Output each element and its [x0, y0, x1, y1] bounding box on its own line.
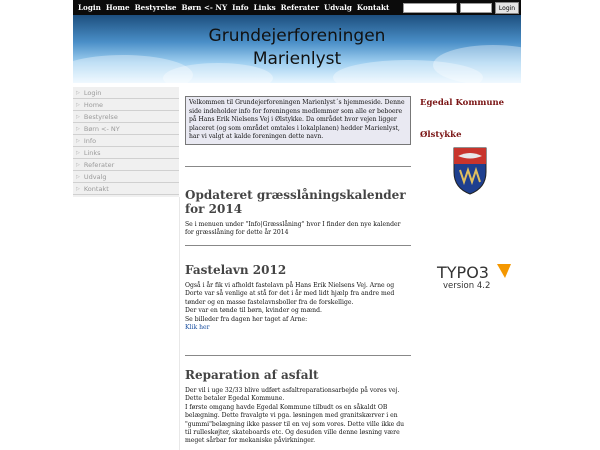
nav-udvalg[interactable]: Udvalg — [323, 3, 352, 12]
article-fastelavn — [185, 263, 411, 331]
arrow-icon: ▷ — [76, 149, 80, 156]
article-body: Se i menuen under "Info|Græsslåning" hvor I finder den nye kalender for græsslåning for dette år 2014 — [185, 221, 401, 237]
sidebar-item-label: Referater — [83, 160, 115, 169]
sidebar-item-label: Login — [83, 88, 102, 97]
arrow-icon: ▷ — [76, 89, 80, 96]
top-nav-bar — [73, 0, 521, 15]
login-form — [403, 2, 519, 14]
site-title — [73, 25, 521, 71]
sidebar-item-login[interactable] — [73, 87, 179, 99]
sidebar-item-kontakt[interactable] — [73, 183, 179, 195]
nav-home[interactable]: Home — [105, 3, 130, 12]
arrow-icon: ▷ — [76, 185, 80, 192]
sidebar-item-born[interactable] — [73, 123, 179, 135]
divider — [185, 245, 411, 246]
nav-info[interactable]: Info — [232, 3, 249, 12]
arrow-icon: ▷ — [76, 161, 80, 168]
typo3-version: version 4.2 — [443, 281, 491, 291]
article-title: Reparation af asfalt — [185, 368, 319, 382]
sidebar-item-udvalg[interactable] — [73, 171, 179, 183]
site-title-line2: Marienlyst — [252, 49, 342, 69]
login-button[interactable]: Login — [495, 2, 519, 14]
typo3-logo-text: TYPO3 — [437, 263, 489, 282]
arrow-icon: ▷ — [76, 137, 80, 144]
article-grass — [185, 188, 411, 238]
sidebar-menu — [73, 87, 179, 197]
sidebar-item-info[interactable] — [73, 135, 179, 147]
sidebar-item-label: Links — [83, 148, 101, 157]
arrow-icon: ▷ — [76, 101, 80, 108]
nav-born[interactable]: Børn <- NY — [181, 3, 228, 12]
arrow-icon: ▷ — [76, 113, 80, 120]
password-input[interactable] — [460, 3, 492, 13]
coat-of-arms-icon — [452, 146, 488, 196]
site-title-line1: Grundejerforeningen — [208, 26, 386, 46]
sidebar-item-referater[interactable] — [73, 159, 179, 171]
sidebar-item-label: Kontakt — [83, 184, 109, 193]
nav-login[interactable]: Login — [78, 3, 101, 12]
sidebar-item-label: Børn <- NY — [83, 124, 120, 133]
nav-kontakt[interactable]: Kontakt — [356, 3, 390, 12]
sidebar-item-home[interactable] — [73, 99, 179, 111]
article-body: I første omgang havde Egedal Kommune tilbudt os en såkaldt OB belægning. Dette fravalgte vi pga. løsningen med granitskærver i en "gummi"belægning ikke passer til en vej som vores. Dette ville ikke du til rulleskøjter, skateboards etc. Og desuden ville denne løsning være meget sårbar for mekaniske påvirkninger. — [185, 403, 405, 445]
main-content — [185, 96, 411, 145]
sidebar-item-label: Udvalg — [83, 172, 107, 181]
arrow-icon: ▷ — [76, 173, 80, 180]
username-input[interactable] — [403, 3, 457, 13]
sidebar-item-label: Home — [83, 100, 104, 109]
divider — [185, 355, 411, 356]
town-title: Ølstykke — [420, 130, 462, 140]
article-body: Se billeder fra dagen her taget af Arne: — [185, 315, 308, 323]
sidebar-background — [73, 197, 180, 450]
sidebar-item-label: Info — [83, 136, 97, 145]
sidebar-item-label: Bestyrelse — [83, 112, 118, 121]
article-body: Også i år fik vi afholdt fastelavn på Hans Erik Nielsens Vej. Arne og Dorte var så venlige at stå for det i år med lidt hjælp fra andre med tønder og en masse fastelavnsboller fra de forskellige. — [185, 282, 395, 306]
kommune-title: Egedal Kommune — [420, 98, 505, 108]
nav-links[interactable]: Links — [253, 3, 276, 12]
divider — [185, 166, 411, 167]
top-nav — [78, 0, 389, 15]
arrow-icon: ▷ — [76, 125, 80, 132]
article-body: Der var en tønde til børn, kvinder og mænd. — [185, 307, 322, 315]
article-asfalt — [185, 368, 411, 446]
header-banner — [73, 15, 521, 83]
nav-referater[interactable]: Referater — [280, 3, 319, 12]
sidebar-item-bestyrelse[interactable] — [73, 111, 179, 123]
welcome-box: Velkommen til Grundejerforeningen Marienlyst´s hjemmeside. Denne side indeholder info for foreningens medlemmer som alle er beboere på Hans Erik Nielsens Vej i Ølstykke. Da området hvor vejen ligger placeret (og som området omtales i lokalplanen) hedder Marienlyst, har vi valgt at kalde foreningen dette navn. — [185, 96, 411, 145]
article-link[interactable]: Klik her — [185, 324, 210, 332]
sidebar-item-links[interactable] — [73, 147, 179, 159]
nav-bestyrelse[interactable]: Bestyrelse — [134, 3, 177, 12]
article-body: Der vil i uge 32/33 blive udført asfaltreparationsarbejde på vores vej. Dette betaler Egedal Kommune. — [185, 387, 400, 403]
article-title: Fastelavn 2012 — [185, 263, 287, 277]
article-title: Opdateret græsslåningskalender for 2014 — [185, 188, 406, 216]
